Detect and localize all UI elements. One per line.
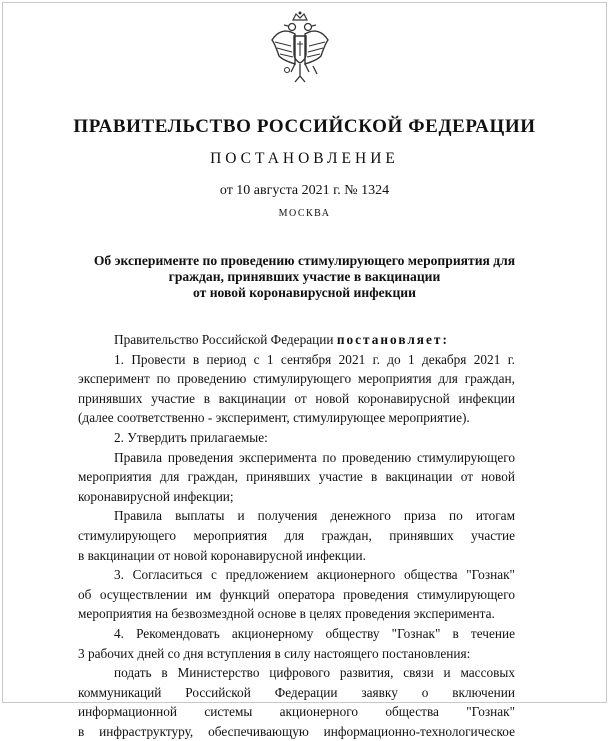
preamble-text: Правительство Российской Федерации	[114, 332, 337, 347]
body-line: принявших участие в вакцинации от новой коронавирусной инфекции	[78, 390, 515, 406]
body-line: об осуществлении им функций оператора проведения стимулирующего	[78, 586, 515, 602]
coat-of-arms-emblem	[265, 10, 335, 100]
document-type: ПОСТАНОВЛЕНИЕ	[210, 150, 399, 167]
body-line: (далее соответственно - эксперимент, стимулирующее мероприятие).	[78, 410, 470, 426]
date-and-number: от 10 августа 2021 г. № 1324	[219, 183, 390, 198]
body-line: 4. Рекомендовать акционерному обществу "Гознак" в течение	[114, 625, 515, 641]
body-line: в вакцинации от новой коронавирусной инфекции.	[78, 547, 366, 563]
body-line: 2. Утвердить прилагаемые:	[114, 429, 268, 445]
body-line: 1. Провести в период с 1 сентября 2021 г. до 1 декабря 2021 г.	[114, 351, 515, 367]
document-body	[78, 330, 515, 741]
body-line: Правила выплаты и получения денежного приза по итогам	[114, 508, 515, 524]
resolution-title	[0, 253, 609, 301]
body-line: информационной системы акционерного общества "Гознак"	[78, 704, 515, 720]
city: МОСКВА	[278, 208, 331, 219]
body-line: стимулирующего мероприятия для граждан, принявших участие	[78, 527, 515, 543]
government-name: ПРАВИТЕЛЬСТВО РОССИЙСКОЙ ФЕДЕРАЦИИ	[73, 116, 536, 137]
body-line: коммуникаций Российской Федерации заявку о включении	[78, 684, 515, 700]
preamble-emphasis: постановляет:	[336, 332, 449, 347]
body-line: в инфраструктуру, обеспечивающую информационно-технологическое	[78, 723, 515, 739]
body-line: коронавирусной инфекции;	[78, 488, 234, 504]
body-line: мероприятия на безвозмездной основе в целях проведения эксперимента.	[78, 606, 495, 622]
title-line: от новой коронавирусной инфекции	[193, 285, 416, 300]
body-line: подать в Министерство цифрового развития, связи и массовых	[114, 665, 515, 681]
body-line: 3 рабочих дней со дня вступления в силу настоящего постановления:	[78, 645, 471, 661]
title-line: Об эксперименте по проведению стимулирующего мероприятия для	[93, 253, 516, 268]
body-line: 3. Согласиться с предложением акционерного общества "Гознак"	[114, 567, 515, 583]
title-line: граждан, принявших участие в вакцинации	[168, 269, 441, 284]
body-line: мероприятия для граждан, принявших участие в вакцинации от новой	[78, 469, 515, 485]
body-line: Правила проведения эксперимента по проведению стимулирующего	[114, 449, 515, 465]
preamble	[78, 330, 515, 350]
body-line: эксперимент по проведению стимулирующего мероприятия для граждан,	[78, 371, 515, 387]
